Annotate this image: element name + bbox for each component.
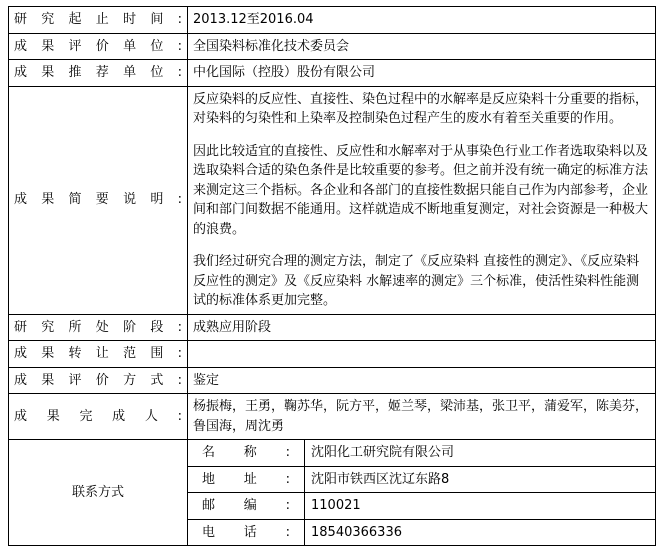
table-row [9,314,656,341]
transfer-scope-value [188,341,656,368]
contributors-label: 成果完成人: [9,394,188,440]
contact-table [188,440,655,545]
achievement-info-table [8,6,656,546]
table-row [9,440,656,546]
contact-details-cell [188,440,656,546]
description-label: 成果简要说明: [9,86,188,314]
recommend-unit-value: 中化国际（控股）股份有限公司 [188,60,656,87]
stage-value: 成熟应用阶段 [188,314,656,341]
contact-row [188,493,655,520]
contact-label: 联系方式 [9,440,188,546]
table-row [9,7,656,34]
contact-row [188,440,655,466]
description-paragraph: 因此比较适宜的直接性、反应性和水解率对于从事染色行业工作者选取染料以及选取染料合适的染色条件是比较重要的参考。但之前并没有统一确定的标准方法来测定这三个指标。各企业和各部门的直接性数据只能自己作为内部参考，企业间和部门间数据不能通用。这样就造成不断地重复测定，对社会资源是一种极大的浪费。 [193,143,649,237]
description-value [188,86,656,314]
description-paragraph: 反应染料的反应性、直接性、染色过程中的水解率是反应染料十分重要的指标，对染料的匀染性和上染率及控制染色过程产生的废水有着至关重要的作用。 [193,91,649,126]
stage-label: 研究所处阶段: [9,314,188,341]
contact-name-label: 名称: [188,440,305,466]
transfer-scope-label: 成果转让范围: [9,341,188,368]
contributors-value: 杨振梅，王勇，鞠苏华，阮方平，姬兰琴，梁沛基，张卫平，蒲爱军，陈美芬，鲁国海，周沈勇 [188,394,656,440]
research-period-value: 2013.12至2016.04 [188,7,656,34]
evaluation-unit-value: 全国染料标准化技术委员会 [188,33,656,60]
contact-postcode-value: 110021 [305,493,656,520]
table-row [9,86,656,314]
table-row [9,60,656,87]
table-row [9,394,656,440]
table-row [9,341,656,368]
contact-postcode-label: 邮编: [188,493,305,520]
contact-row [188,466,655,493]
table-row [9,367,656,394]
research-period-label: 研究起止时间: [9,7,188,34]
contact-phone-value: 18540366336 [311,524,402,540]
evaluation-unit-label: 成果评价单位: [9,33,188,60]
contact-address-value: 沈阳市铁西区沈辽东路8 [305,466,656,493]
recommend-unit-label: 成果推荐单位: [9,60,188,87]
evaluation-method-value: 鉴定 [188,367,656,394]
table-row [9,33,656,60]
contact-phone-label: 电话: [188,519,305,545]
contact-row [188,519,655,545]
contact-address-label: 地址: [188,466,305,493]
evaluation-method-label: 成果评价方式: [9,367,188,394]
description-paragraph: 我们经过研究合理的测定方法，制定了《反应染料 直接性的测定》、《反应染料 反应性的测定》及《反应染料 水解速率的测定》三个标准，使活性染料性能测试的标准体系更加完整。 [193,254,640,308]
contact-name-value: 沈阳化工研究院有限公司 [305,440,656,466]
